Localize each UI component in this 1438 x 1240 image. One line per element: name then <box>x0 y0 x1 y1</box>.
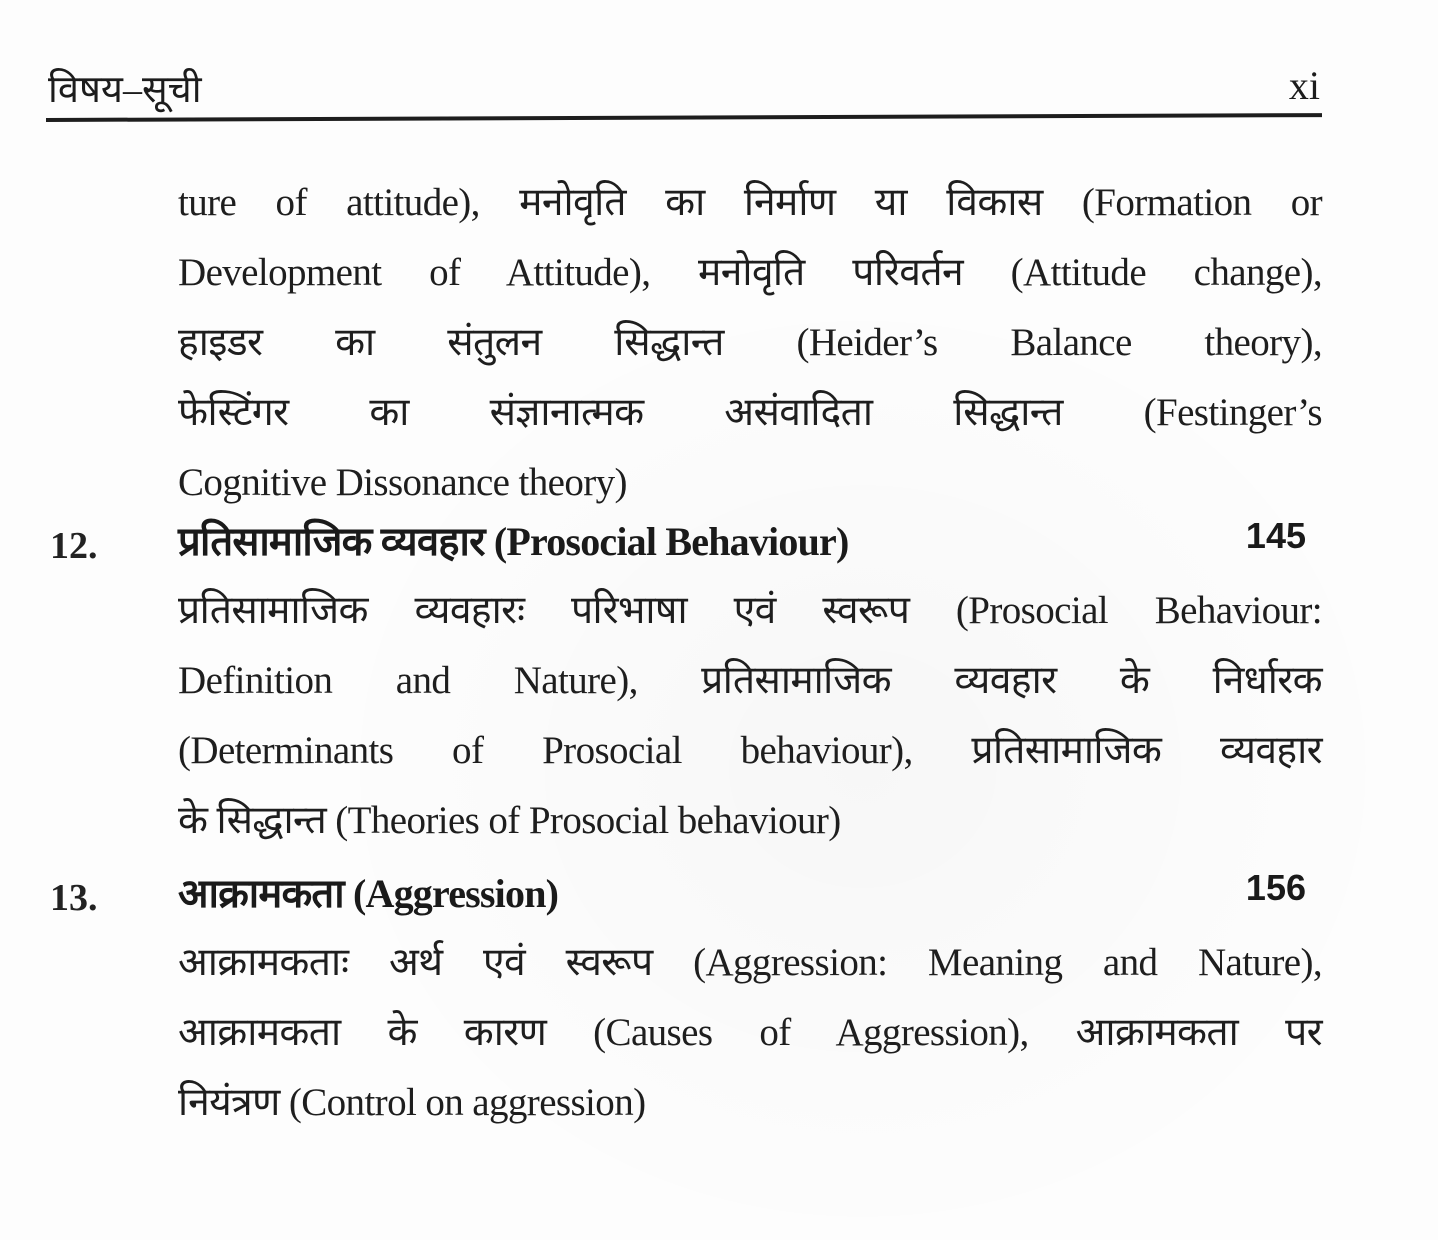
description-line: आक्रामकताः अर्थ एवं स्वरूप (Aggression: Meaning and Nature), <box>178 941 1322 984</box>
chapter-13-description <box>178 928 1322 1138</box>
description-line: Definition and Nature), प्रतिसामाजिक व्यवहार के निर्धारक <box>178 659 1322 702</box>
description-line: Cognitive Dissonance theory) <box>178 461 627 504</box>
running-header-title: विषय–सूची <box>48 69 202 111</box>
chapter-number: 12. <box>50 525 98 567</box>
chapter-11-description-continuation <box>178 168 1322 518</box>
chapter-page-number: 156 <box>1245 867 1306 908</box>
header-rule-divider <box>46 113 1322 122</box>
toc-entry-chapter-13[interactable] <box>50 862 1310 932</box>
page-number: xi <box>1288 63 1320 108</box>
chapter-number: 13. <box>50 877 98 919</box>
description-line: हाइडर का संतुलन सिद्धान्त (Heider’s Balance theory), <box>178 321 1322 364</box>
description-line: ture of attitude), मनोवृति का निर्माण या विकास (Formation or <box>178 181 1322 224</box>
chapter-12-description <box>178 576 1322 856</box>
toc-entry-chapter-12[interactable] <box>50 510 1310 580</box>
description-line: फेस्टिंगर का संज्ञानात्मक असंवादिता सिद्धान्त (Festinger’s <box>178 391 1322 434</box>
chapter-page-number: 145 <box>1245 515 1306 556</box>
chapter-title: आक्रामकता (Aggression) <box>178 871 559 916</box>
description-line: आक्रामकता के कारण (Causes of Aggression), आक्रामकता पर <box>178 1011 1322 1054</box>
description-line: Development of Attitude), मनोवृति परिवर्तन (Attitude change), <box>178 251 1322 294</box>
description-line: नियंत्रण (Control on aggression) <box>178 1081 646 1124</box>
running-header <box>48 63 1320 112</box>
chapter-title: प्रतिसामाजिक व्यवहार (Prosocial Behaviour) <box>178 519 849 564</box>
description-line: (Determinants of Prosocial behaviour), प्रतिसामाजिक व्यवहार <box>178 729 1322 772</box>
description-line: प्रतिसामाजिक व्यवहारः परिभाषा एवं स्वरूप (Prosocial Behaviour: <box>178 589 1322 632</box>
description-line: के सिद्धान्त (Theories of Prosocial behaviour) <box>178 799 841 842</box>
